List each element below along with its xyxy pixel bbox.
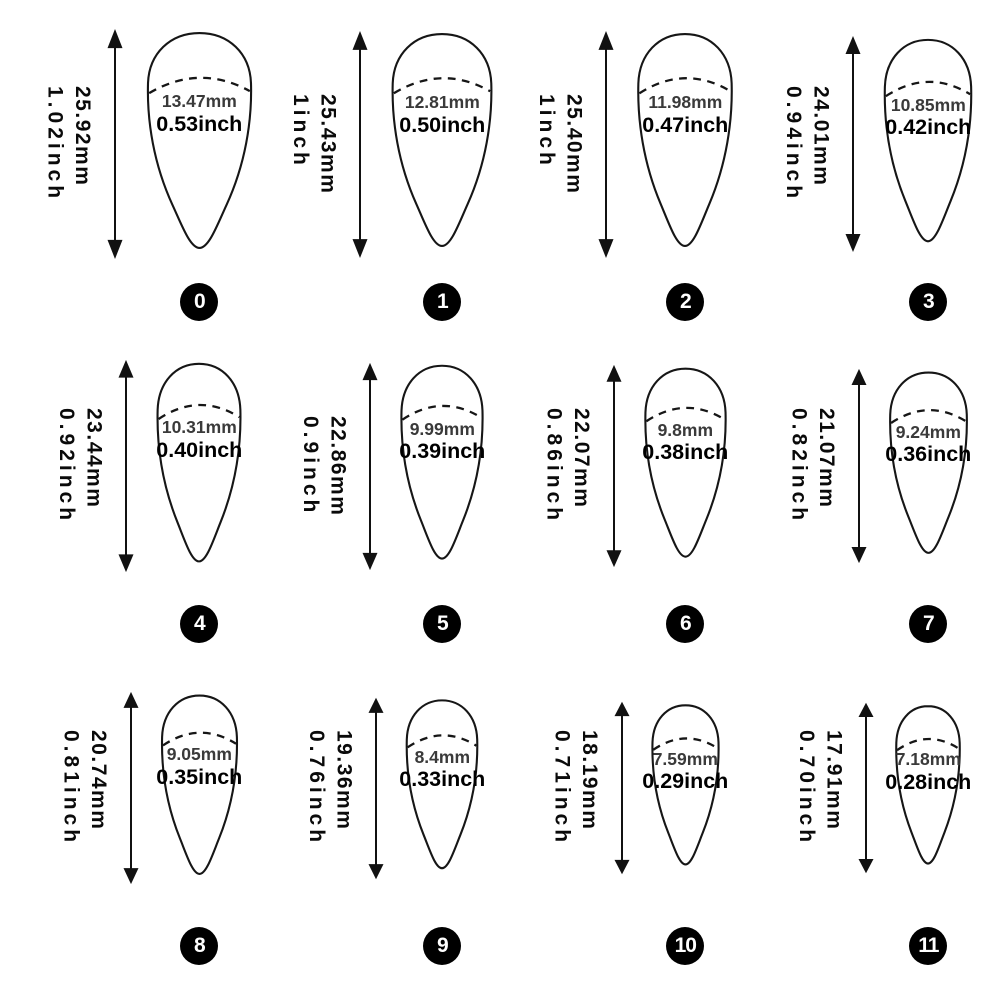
nail-area [885,336,972,596]
length-measure-group [548,658,648,918]
nail-group [632,14,738,321]
nail-outline-icon [879,37,977,247]
length-mm-label: 22.07mm [569,407,593,509]
nail-area [632,14,738,274]
length-label [540,408,595,524]
size-badge: 6 [666,605,704,643]
double-arrow-icon [846,368,872,564]
nail-area [885,658,972,918]
nail-cell-2 [514,14,757,336]
arrow-head-top [107,29,122,48]
width-mm-label: 9.24mm [895,421,961,442]
width-labels [885,749,971,795]
length-measure-group [41,14,141,274]
width-labels [399,419,485,465]
length-inch-label: 1inch [289,93,312,169]
arrow-head-top [614,702,629,716]
size-badge: 0 [180,283,218,321]
nail-area [640,336,731,596]
length-measure-group [540,336,640,596]
nail-group [879,14,977,321]
width-inch-label: 0.40inch [156,438,243,463]
length-measure-group [303,658,403,918]
nail-cell-1 [271,14,514,336]
size-badge: 10 [666,927,704,965]
nail-area [642,658,729,918]
width-mm-label: 11.98mm [648,92,723,113]
size-badge: 11 [909,927,947,965]
nail-group [386,14,498,321]
length-mm-label: 22.86mm [326,415,350,517]
arrow-head-top [363,362,378,379]
cuticle-dashed-line [886,81,970,95]
length-measure-group [287,14,387,274]
width-inch-label: 0.39inch [399,439,486,464]
double-arrow-icon [347,30,373,259]
nail-group [152,336,246,643]
nail-group [399,658,486,965]
length-label [533,94,588,194]
length-inch-label: 1.02inch [43,85,67,203]
arrow-head-bottom [119,554,134,572]
double-arrow-icon [113,359,139,573]
width-labels [885,95,971,141]
length-label [41,86,96,202]
width-inch-label: 0.36inch [885,442,972,467]
length-mm-label: 24.01mm [809,85,833,187]
width-mm-label: 8.4mm [414,746,471,767]
double-arrow-icon [102,28,128,260]
width-inch-label: 0.28inch [885,769,972,794]
nail-area [879,14,977,274]
nail-outline-path [639,34,733,246]
width-inch-label: 0.53inch [156,111,243,136]
arrow-head-top [599,30,614,49]
size-badge: 7 [909,605,947,643]
length-mm-label: 21.07mm [814,407,838,509]
width-labels [399,747,485,793]
nail-outline-icon [152,361,246,567]
double-arrow-icon [601,364,627,568]
nail-stack [386,31,498,257]
double-arrow-icon [118,691,144,885]
arrow-head-top [369,697,384,712]
nail-outline-icon [632,31,738,252]
width-labels [642,420,728,466]
nail-stack [885,704,972,873]
width-labels [156,744,242,790]
width-mm-label: 9.99mm [409,418,475,439]
nail-cell-6 [514,336,757,658]
width-inch-label: 0.33inch [399,767,486,792]
width-mm-label: 10.85mm [890,94,966,115]
nail-outline-path [148,33,251,248]
length-inch-label: 0.92inch [55,407,78,525]
nail-group [141,14,258,321]
length-measure-group [780,14,880,274]
arrow-head-bottom [859,859,874,873]
nail-cell-3 [757,14,1000,336]
length-measure-group [785,336,885,596]
nail-group [396,336,488,643]
arrow-head-top [859,703,874,717]
double-arrow-icon [593,30,619,259]
nail-stack [396,363,488,569]
length-label [53,408,108,524]
cuticle-dashed-line [394,78,490,93]
length-mm-label: 23.44mm [82,407,106,509]
length-label [548,730,603,846]
nail-outline-icon [141,30,258,254]
nail-area [157,658,242,918]
length-measure-group [297,336,397,596]
width-labels [642,749,728,795]
nail-stack [879,37,977,252]
length-measure-group [57,658,157,918]
arrow-head-top [123,692,138,708]
width-inch-label: 0.35inch [156,764,243,789]
length-label [303,730,358,846]
double-arrow-icon [363,697,389,880]
size-badge: 1 [423,283,461,321]
nail-outline-icon [386,31,498,252]
size-badge: 4 [180,605,218,643]
length-measure-group [793,658,893,918]
length-mm-label: 25.43mm [316,93,340,195]
arrow-head-bottom [353,239,368,258]
arrow-head-top [606,365,621,382]
nail-stack [642,703,729,874]
double-arrow-icon [840,35,866,253]
cuticle-dashed-line [149,77,250,92]
width-mm-label: 7.18mm [895,749,961,770]
nail-stack [632,31,738,257]
length-mm-label: 20.74mm [86,729,110,831]
length-label [297,416,352,516]
length-inch-label: 0.94inch [782,85,805,203]
nail-group [885,658,972,965]
double-arrow-icon [853,702,879,874]
nail-group [642,658,729,965]
length-mm-label: 19.36mm [332,729,356,831]
length-label [793,730,848,846]
cuticle-dashed-line [408,735,477,747]
width-labels [399,92,485,138]
nail-cell-9 [271,658,514,980]
arrow-head-top [119,360,134,378]
size-badge: 9 [423,927,461,965]
nail-cell-11 [757,658,1000,980]
length-inch-label: 0.9inch [299,415,322,517]
nail-stack [141,30,258,259]
cuticle-dashed-line [646,407,724,420]
nail-group [640,336,731,643]
arrow-head-bottom [614,860,629,874]
length-mm-label: 17.91mm [822,729,846,831]
nail-stack [640,366,731,567]
nail-cell-5 [271,336,514,658]
width-inch-label: 0.29inch [642,769,729,794]
arrow-head-bottom [107,240,122,259]
cuticle-dashed-line [897,739,959,750]
length-inch-label: 0.82inch [787,407,811,525]
length-inch-label: 0.76inch [305,729,328,847]
nail-cell-10 [514,658,757,980]
cuticle-dashed-line [403,406,482,420]
double-arrow-icon [609,701,635,875]
nail-area [386,14,498,274]
arrow-head-bottom [606,550,621,567]
nail-group [885,336,972,643]
nail-stack [157,693,242,884]
arrow-head-bottom [599,239,614,258]
nail-cell-0 [28,14,271,336]
arrow-head-bottom [363,552,378,569]
nail-area [141,14,258,274]
length-inch-label: 0.86inch [542,407,566,525]
length-label [785,408,840,524]
width-labels [156,91,242,137]
size-badge: 5 [423,605,461,643]
length-inch-label: 0.71inch [550,729,574,847]
nail-cell-4 [28,336,271,658]
width-inch-label: 0.38inch [642,440,729,465]
length-inch-label: 0.81inch [59,729,83,847]
double-arrow-icon [357,362,383,571]
nail-area [399,658,486,918]
width-mm-label: 9.05mm [166,744,232,765]
size-badge: 2 [666,283,704,321]
cuticle-dashed-line [159,404,240,418]
width-labels [885,422,971,468]
length-mm-label: 25.92mm [70,85,94,187]
arrow-head-top [846,36,861,54]
arrow-head-top [851,369,866,385]
length-inch-label: 1inch [535,93,558,169]
arrow-head-bottom [369,864,384,879]
width-inch-label: 0.50inch [399,112,486,137]
length-measure-group [533,14,633,274]
arrow-head-bottom [851,547,866,563]
width-inch-label: 0.42inch [885,115,972,140]
size-badge: 3 [909,283,947,321]
width-mm-label: 10.31mm [161,417,237,438]
width-labels [156,417,242,463]
arrow-head-bottom [846,234,861,252]
width-mm-label: 7.59mm [652,748,718,769]
nail-group [157,658,242,965]
length-mm-label: 18.19mm [577,729,601,831]
width-mm-label: 12.81mm [404,92,480,113]
cuticle-dashed-line [653,738,718,749]
nail-cell-8 [28,658,271,980]
width-inch-label: 0.47inch [642,112,729,137]
length-mm-label: 25.40mm [562,93,586,195]
arrow-head-bottom [123,868,138,884]
length-label [287,94,342,194]
width-mm-label: 9.8mm [657,419,714,440]
nail-stack [399,698,486,878]
cuticle-dashed-line [891,410,966,423]
nail-area [396,336,488,596]
size-badge: 8 [180,927,218,965]
length-label [780,86,835,202]
nail-cell-7 [757,336,1000,658]
width-labels [642,92,728,138]
width-mm-label: 13.47mm [161,91,237,112]
nail-area [152,336,246,596]
nail-outline-path [393,34,492,246]
nail-stack [152,361,246,572]
length-label [57,730,112,846]
arrow-head-top [353,30,368,49]
nail-stack [885,370,972,563]
length-inch-label: 0.70inch [795,729,818,847]
length-measure-group [53,336,153,596]
cuticle-dashed-line [163,732,236,745]
cuticle-dashed-line [640,78,731,93]
